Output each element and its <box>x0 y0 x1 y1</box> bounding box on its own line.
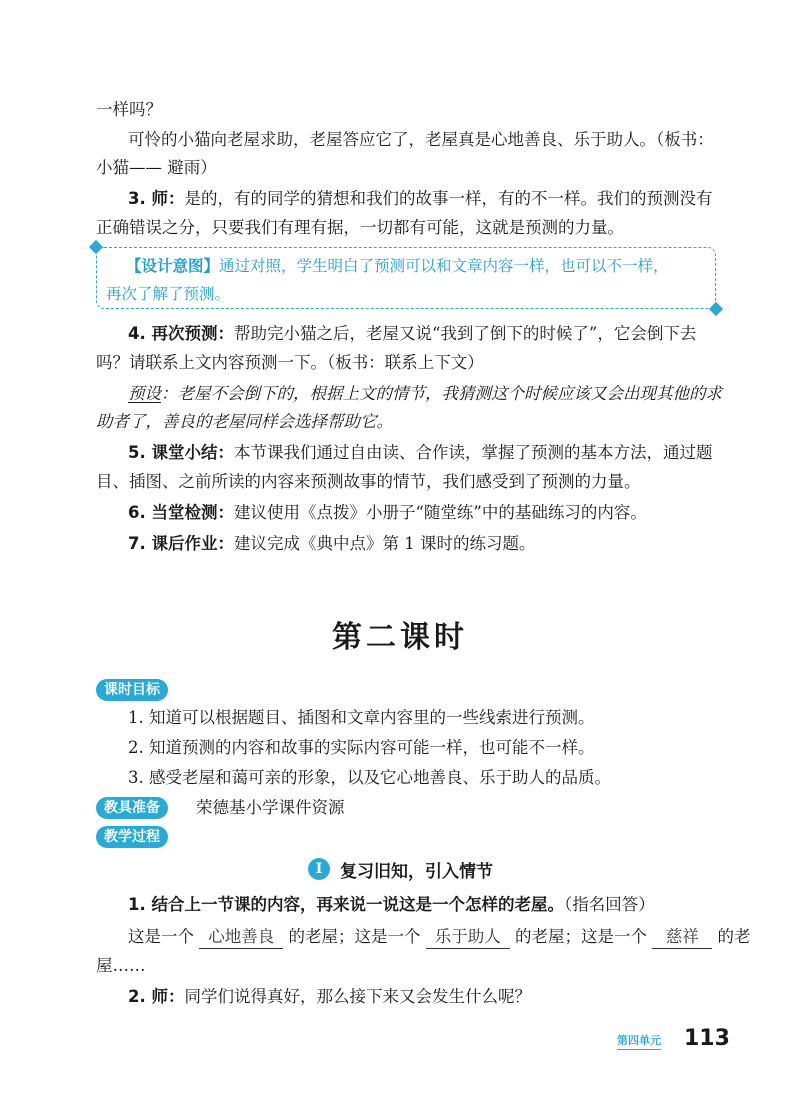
text-line <box>128 187 713 211</box>
item-number: 7. 课后作业： <box>128 534 234 553</box>
item-number: 2. 师： <box>128 987 185 1006</box>
text-line: 吗？请联系上文内容预测一下。（板书：联系上下文） <box>96 353 484 372</box>
section-number-badge: I <box>308 858 330 880</box>
preset-text: ：老屋不会倒下的，根据上文的情节，我猜测这个时候应该又会出现其他的求 <box>161 384 722 403</box>
goal-item: 2. 知道预测的内容和故事的实际内容可能一样，也可能不一样。 <box>128 738 595 757</box>
question-line <box>128 985 531 1009</box>
fill-text: 这是一个 <box>128 927 194 946</box>
text-line: 屋…… <box>96 956 146 975</box>
item-number: 4. 再次预测： <box>128 324 234 343</box>
item-text: 帮助完小猫之后，老屋又说“我到了倒下的时候了”，它会倒下去 <box>234 324 697 343</box>
section-title: 复习旧知，引入情节 <box>340 861 493 882</box>
page-number: 113 <box>684 1026 730 1051</box>
item-text: 是的，有的同学的猜想和我们的故事一样，有的不一样。我们的预测没有 <box>184 189 713 208</box>
unit-label: 第四单元 <box>617 1032 661 1050</box>
prep-tag: 教具准备 <box>96 797 168 819</box>
fill-text: 的老屋；这是一个 <box>288 927 421 946</box>
item-text: 建议完成《典中点》第 1 课时的练习题。 <box>234 534 536 553</box>
fill-answer: 乐于助人 <box>426 926 510 949</box>
question-line <box>128 893 655 917</box>
item-number: 6. 当堂检测： <box>128 503 234 522</box>
text-line <box>128 532 536 556</box>
goal-item: 1. 知道可以根据题目、插图和文章内容里的一些线索进行预测。 <box>128 708 595 727</box>
design-intent-tag: 【设计意图】 <box>126 257 220 275</box>
question-note: （指名回答） <box>564 895 655 914</box>
corner-decoration-icon <box>89 240 103 254</box>
question-text: 同学们说得真好，那么接下来又会发生什么呢？ <box>184 987 531 1006</box>
design-intent-text: 通过对照，学生明白了预测可以和文章内容一样，也可以不一样， <box>219 257 669 275</box>
process-tag: 教学过程 <box>96 826 168 848</box>
lesson-title: 第二课时 <box>332 620 468 655</box>
item-text: 本节课我们通过自由读、合作读，掌握了预测的基本方法，通过题 <box>234 443 713 462</box>
item-number: 3. 师： <box>128 189 185 208</box>
item-text: 建议使用《点拨》小册子“随堂练”中的基础练习的内容。 <box>234 503 647 522</box>
goals-tag: 课时目标 <box>96 679 168 701</box>
item-number: 5. 课堂小结： <box>128 443 234 462</box>
text-line <box>128 322 696 346</box>
prep-text: 荣德基小学课件资源 <box>196 798 345 817</box>
fill-text: 的老屋；这是一个 <box>515 927 647 946</box>
fill-answer: 心地善良 <box>199 926 283 949</box>
text-line: 一样吗？ <box>96 100 162 119</box>
fill-blank-line <box>128 925 751 949</box>
text-line: 目、插图、之前所读的内容来预测故事的情节，我们感受到了预测的力量。 <box>96 472 641 491</box>
text-line: 正确错误之分，只要我们有理有据，一切都有可能，这就是预测的力量。 <box>96 218 624 237</box>
fill-text: 的老 <box>717 927 751 946</box>
text-line: 助者了，善良的老屋同样会选择帮助它。 <box>96 412 393 431</box>
preset-label: 预设 <box>128 384 161 403</box>
design-intent-line: 再次了解了预测。 <box>106 285 231 303</box>
design-intent-line <box>126 254 669 278</box>
text-line <box>128 382 722 406</box>
text-line <box>128 441 713 465</box>
fill-answer: 慈祥 <box>652 926 712 949</box>
section-heading <box>308 856 493 882</box>
text-line: 小猫—— 避雨） <box>96 158 217 177</box>
text-line <box>128 501 647 525</box>
corner-decoration-icon <box>709 302 723 316</box>
text-line: 可怜的小猫向老屋求助，老屋答应它了，老屋真是心地善良、乐于助人。（板书： <box>128 130 714 149</box>
goal-item: 3. 感受老屋和蔼可亲的形象，以及它心地善良、乐于助人的品质。 <box>128 768 611 787</box>
question-text: 1. 结合上一节课的内容，再来说一说这是一个怎样的老屋。 <box>128 895 564 914</box>
